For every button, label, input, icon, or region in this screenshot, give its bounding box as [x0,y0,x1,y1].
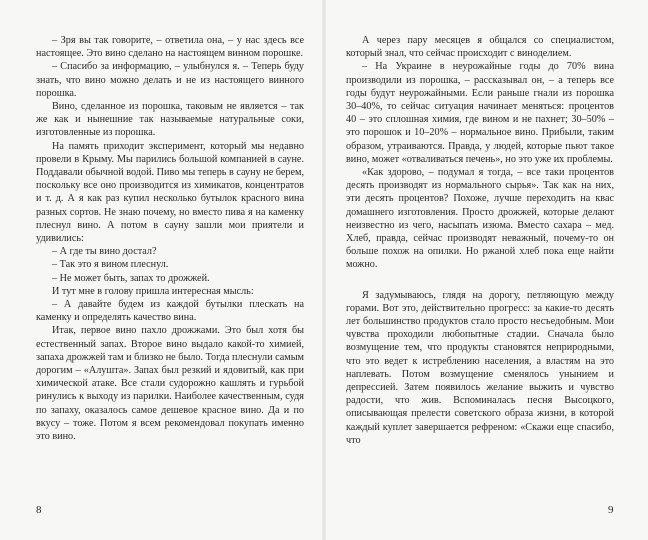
right-text-column [346,34,614,447]
dialogue-line: – А где ты вино достал? [52,246,157,258]
paragraph: – Спасибо за информацию, – улыбнулся я. – Теперь буду знать, что вино можно делать и не из настоящего винного порошка. [36,61,304,99]
dialogue-line: – Не может быть, запах то дрожжей. [52,272,210,284]
paragraph: – На Украине в неурожайные годы до 70% вина производили из порошка, – рассказывал он, – а теперь все годы будут неурожайными. Если раньше гнали из порошка 30–40%, то сейчас ситуация начинает меняться: процентов 40 – это сплошная химия, где вином и не пахнет; 30–50% – это порошок и 10–20% – нормальное вино. Прибыли, таким образом, утраиваются. Правда, у людей, которые пьют такое вино, может «отваливаться печень», но это уже их проблемы. [346,61,614,165]
page-number: 9 [608,504,614,516]
paragraph: Я задумываюсь, глядя на дорогу, петляющую между горами. Вот это, действительно прогресс: за какие-то десять лет большинство продуктов стало просто несъедобным. Мои чувства проходили любопытные стадии. Сначала было возмущение тем, что продукты становятся неприродными, что это ведет к истреблению населения, а властям на это наплевать. Потом возмущение сменялось унынием и депрессией. Затем появилось желание выжить и чувство радости, что жив. Вспоминалась песня Высоцкого, описывающая прелести советского образа жизни, в которой каждый куплет завершается рефреном: «Скажи еще спасибо, что [346,289,614,446]
paragraph: Итак, первое вино пахло дрожжами. Это был хотя бы естественный запах. Второе вино выдало какой-то химией, запаха дрожжей там и близко не было. Тогда плеснули самым дорогим – «Алушта». Запах был резкий и ядовитый, как при химической атаке. Все стали судорожно кашлять и гурьбой ринулись к выходу из парилки. Наиболее качественным, судя по запаху, оказалось самое дешевое красное вино. Да и по вкусу – тоже. Потом я всем рекомендовал покупать именно это вино. [36,325,304,443]
page-number: 8 [36,504,42,516]
paragraph: «Как здорово, – подумал я тогда, – все таки процентов десять производят из нормального сырья». Так как на них, эти десять процентов? Похоже, лучше переходить на квас домашнего изготовления. Просто дрожжей, которые делают неизвестно из чего, насыпать изюма. Вместо сахара – мед. Хлеб, правда, сейчас производят неважный, почему-то он больше похож на опилки. Но ржаной хлеб пока еще найти можно. [346,167,614,271]
left-text-column [36,34,304,443]
paragraph: И тут мне в голову пришла интересная мысль: [52,285,254,297]
right-page [324,0,648,540]
dialogue-line: – Так это я вином плеснул. [52,259,169,271]
paragraph: – Зря вы так говорите, – ответила она, – у нас здесь все настоящее. Это вино сделано на настоящем винном порошке. [36,35,304,60]
paragraph: Вино, сделанное из порошка, таковым не является – так же как и нынешние так называемые натуральные соки, изготовленные из порошка. [36,101,304,139]
paragraph: А через пару месяцев я общался со специалистом, который знал, что сейчас происходит с виноделием. [346,35,614,60]
paragraph: На память приходит эксперимент, который мы недавно провели в Крыму. Мы парились большой компанией в сауне. Поддавали обычной водой. Пиво мы теперь в сауну не берем, поскольку все оно производится из химикатов, концентратов и т. д. А я как раз купил несколько бутылок красного вина разных сортов. Не знаю почему, но вместо пива я на каменку плеснул вино. А потом в сауну зашли мои приятели и удивились: [36,140,304,245]
dialogue-line: – А давайте будем из каждой бутылки плескать на каменку и определять качество вина. [36,299,304,324]
